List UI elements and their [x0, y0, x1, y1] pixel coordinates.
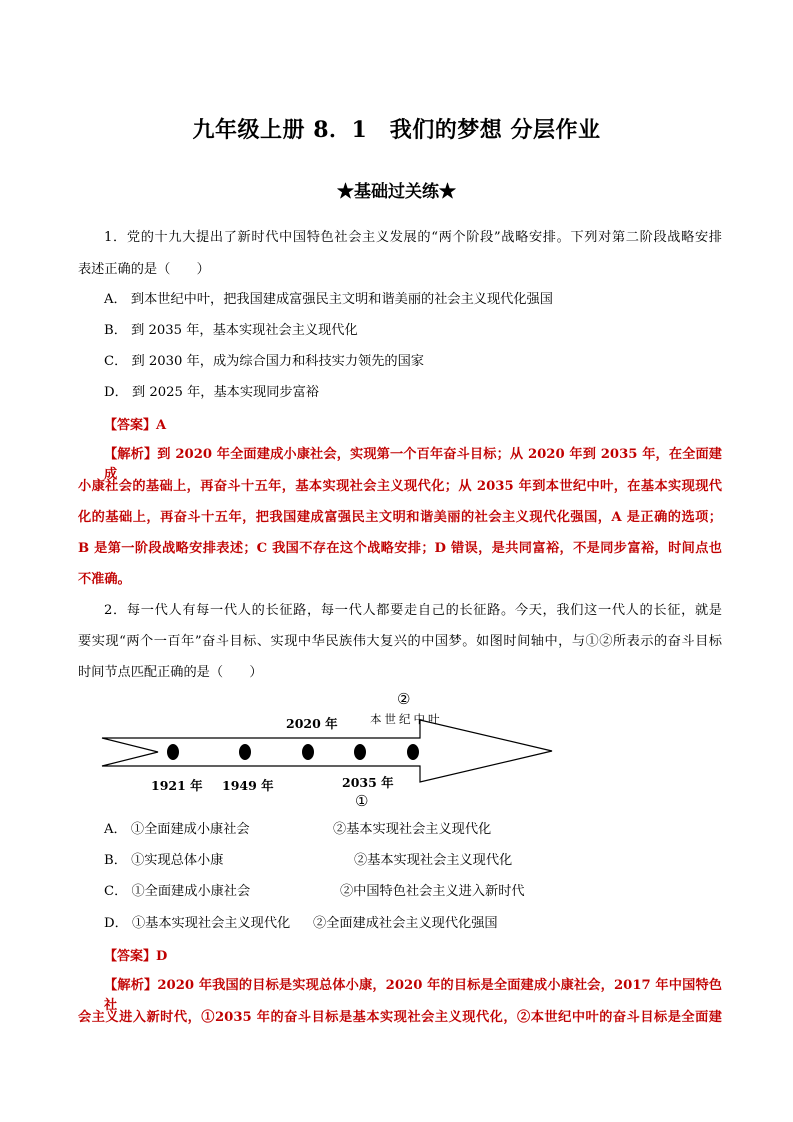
- timeline-label-2035: 2035 年: [342, 775, 394, 790]
- page-title: 九年级上册 8．1 我们的梦想 分层作业: [192, 117, 601, 143]
- timeline-marker-2: ②: [397, 690, 411, 708]
- section-title: ★基础过关练★: [337, 182, 456, 202]
- timeline-dot-1949: [239, 744, 251, 760]
- q1-analysis-line4: B 是第一阶段战略安排表述；C 我国不存在这个战略安排；D 错误，是共同富裕，不是同步富裕，时间点也: [78, 541, 722, 556]
- q1-answer: 【答案】A: [104, 418, 167, 433]
- q2-option-b-left: B． ①实现总体小康: [104, 853, 224, 868]
- q2-option-d-left: D． ①基本实现社会主义现代化: [104, 916, 291, 931]
- q2-option-d-right: ②全面建成社会主义现代化强国: [313, 916, 498, 931]
- q1-option-d: D． 到 2025 年，基本实现同步富裕: [104, 385, 319, 400]
- timeline-dot-1921: [167, 744, 179, 760]
- timeline-marker-1: ①: [355, 792, 369, 810]
- timeline-label-2020: 2020 年: [286, 716, 338, 731]
- q1-analysis-line2: 小康社会的基础上，再奋斗十五年，基本实现社会主义现代化；从 2035 年到本世纪中叶，在基本实现现代: [78, 479, 722, 494]
- timeline-dot-2035: [354, 744, 366, 760]
- timeline-figure: [100, 690, 560, 820]
- q1-analysis-line5: 不准确。: [78, 572, 131, 587]
- q2-analysis-line1: 【解析】2020 年我国的目标是实现总体小康，2020 年的目标是全面建成小康社会，2017 年中国特色社: [104, 978, 722, 1013]
- q1-stem-line2: 表述正确的是（ ）: [78, 262, 210, 277]
- q1-stem-line1: 1．党的十九大提出了新时代中国特色社会主义发展的“两个阶段”战略安排。下列对第二阶段战略安排: [104, 230, 722, 245]
- q2-option-b-right: ②基本实现社会主义现代化: [354, 853, 513, 868]
- q1-option-c: C． 到 2030 年，成为综合国力和科技实力领先的国家: [104, 354, 424, 369]
- q1-option-a: A． 到本世纪中叶，把我国建成富强民主文明和谐美丽的社会主义现代化强国: [104, 292, 553, 307]
- timeline-label-mid-century: 本世纪中叶: [370, 712, 443, 726]
- q2-stem-line1: 2．每一代人有每一代人的长征路，每一代人都要走自己的长征路。今天，我们这一代人的长征，就是: [104, 603, 722, 618]
- q1-analysis-line3: 化的基础上，再奋斗十五年，把我国建成富强民主文明和谐美丽的社会主义现代化强国，A 是正确的选项；: [78, 510, 722, 525]
- q2-stem-line3: 时间节点匹配正确的是（ ）: [78, 665, 263, 680]
- q2-analysis-line2: 会主义进入新时代，①2035 年的奋斗目标是基本实现社会主义现代化，②本世纪中叶的奋斗目标是全面建: [78, 1010, 722, 1025]
- q2-answer: 【答案】D: [104, 949, 168, 964]
- q2-option-c-right: ②中国特色社会主义进入新时代: [340, 884, 525, 899]
- timeline-dot-mid-century: [407, 744, 419, 760]
- timeline-label-1949: 1949 年: [222, 778, 274, 793]
- timeline-dot-2020: [302, 744, 314, 760]
- q2-option-c-left: C． ①全面建成小康社会: [104, 884, 251, 899]
- q1-analysis-line1: 【解析】到 2020 年全面建成小康社会，实现第一个百年奋斗目标；从 2020 年到 2035 年，在全面建成: [104, 447, 722, 482]
- timeline-label-1921: 1921 年: [151, 778, 203, 793]
- q2-option-a-left: A． ①全面建成小康社会: [104, 822, 250, 837]
- q2-stem-line2: 要实现“两个一百年”奋斗目标、实现中华民族伟大复兴的中国梦。如图时间轴中，与①②所表示的奋斗目标: [78, 634, 722, 649]
- q2-option-a-right: ②基本实现社会主义现代化: [333, 822, 492, 837]
- q1-option-b: B． 到 2035 年，基本实现社会主义现代化: [104, 323, 358, 338]
